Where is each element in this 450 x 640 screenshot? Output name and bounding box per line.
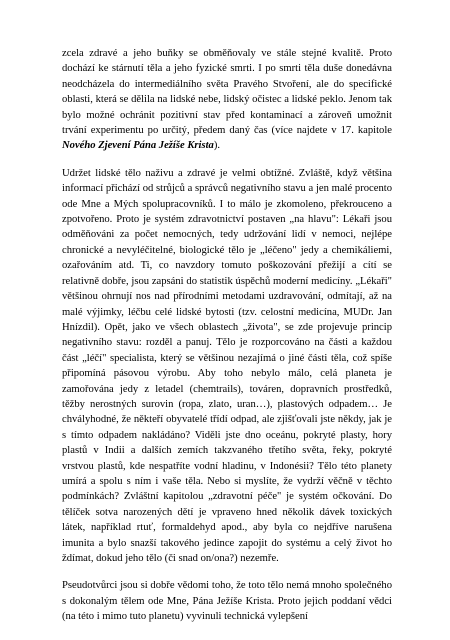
paragraph-1 (62, 46, 392, 154)
paragraph-2: Udržet lidské tělo naživu a zdravé je velmi obtížné. Zvláště, když většina informací přichází od strůjců a správců negativního stavu a jen malé procento ode Mne a Mých spolupracovníků. I to málo je zkomoleno, překrouceno a zpotvořeno. Proto je systém zdravotnictví postaven „na hlavu": Lékaři jsou odměňováni za počet nemocných, tedy udržování lidí v nemoci, nejlépe chronické a nevyléčitelné, biologické tělo je „léčeno" jedy a chemikáliemi, ozařováním atd. Ti, co navzdory tomuto poškozování přežijí a cítí se relativně dobře, jsou zapsáni do statistik úspěchů moderní medicíny. „Lékaři" většinou ohrnují nos nad přírodními metodami uzdravování, odmítají, až na malé výjimky, léčbu celé lidské bytosti (tzv. celostní medicína, MUDr. Jan Hnízdil). Opět, jako ve všech oblastech „života", se zde projevuje princip negativního stavu: rozděl a panuj. Tělo je rozporcováno na části a každou část „léčí" specialista, který se většinou nezajímá o jiné části těla, což spíše připomíná pásovou výrobu. Aby toho nebylo málo, celá planeta je zamořována jedy z letadel (chemtrails), továren, dopravních prostředků, těžby nerostných surovin (ropa, zlato, uran…), plastových odpadem… Je chvályhodné, že někteří obyvatelé třídí odpad, ale zjišťovali jste někdy, jak je s tímto odpadem nakládáno? Viděli jste dno oceánu, pokryté plasty, hory plastů v Indii a dalších zemích takzvaného třetího světa, řeky, pokryté vrstvou plastů, kde nespatříte vodní hladinu, v Indonésii? Tělo této planety umírá a spolu s ním i vaše těla. Nebo si myslíte, že vydrží věčně v těchto podmínkách? Zvláštní kapitolou „zdravotní péče" je systém očkování. Do tělíček sotva narozených dětí je vpraveno hned několik dávek toxických látek, například rtuť, formaldehyd apod., aby byla co nejdříve narušena imunita a bylo snazší takového jedince zapojit do systému a celý život ho ždímat, dokud jeho tělo (či snad on/ona?) nezemře. (62, 167, 392, 564)
paragraph-1-lead: zcela zdravé a jeho buňky se obměňovaly ve stále stejné kvalitě. Proto dochází ke stárnutí těla a jeho fyzické smrti. I po smrti těla duše donedávna neodcházela do intermediálního světa Pravého Stvoření, ale do specifické oblasti, která se dělila na lidské nebe, lidský očistec a lidské peklo. Jenom tak bylo možné ochránit pozitivní stav před kontaminací a zároveň umožnit trvání experimentu po určitý, předem daný čas (více najdete v 17. kapitole (62, 48, 392, 137)
book-title-emphasis: Nového Zjevení Pána Ježíše Krista (62, 140, 214, 152)
paragraph-1-tail: ). (213, 140, 221, 152)
paragraph-3: Pseudotvůrci jsou si dobře vědomi toho, že toto tělo nemá mnoho společného s dokonalým tělem ode Mne, Pána Ježíše Krista. Proto jejich poddaní vědci (na této i mimo tuto planetu) vyvinuli technická vylepšení (62, 580, 392, 623)
